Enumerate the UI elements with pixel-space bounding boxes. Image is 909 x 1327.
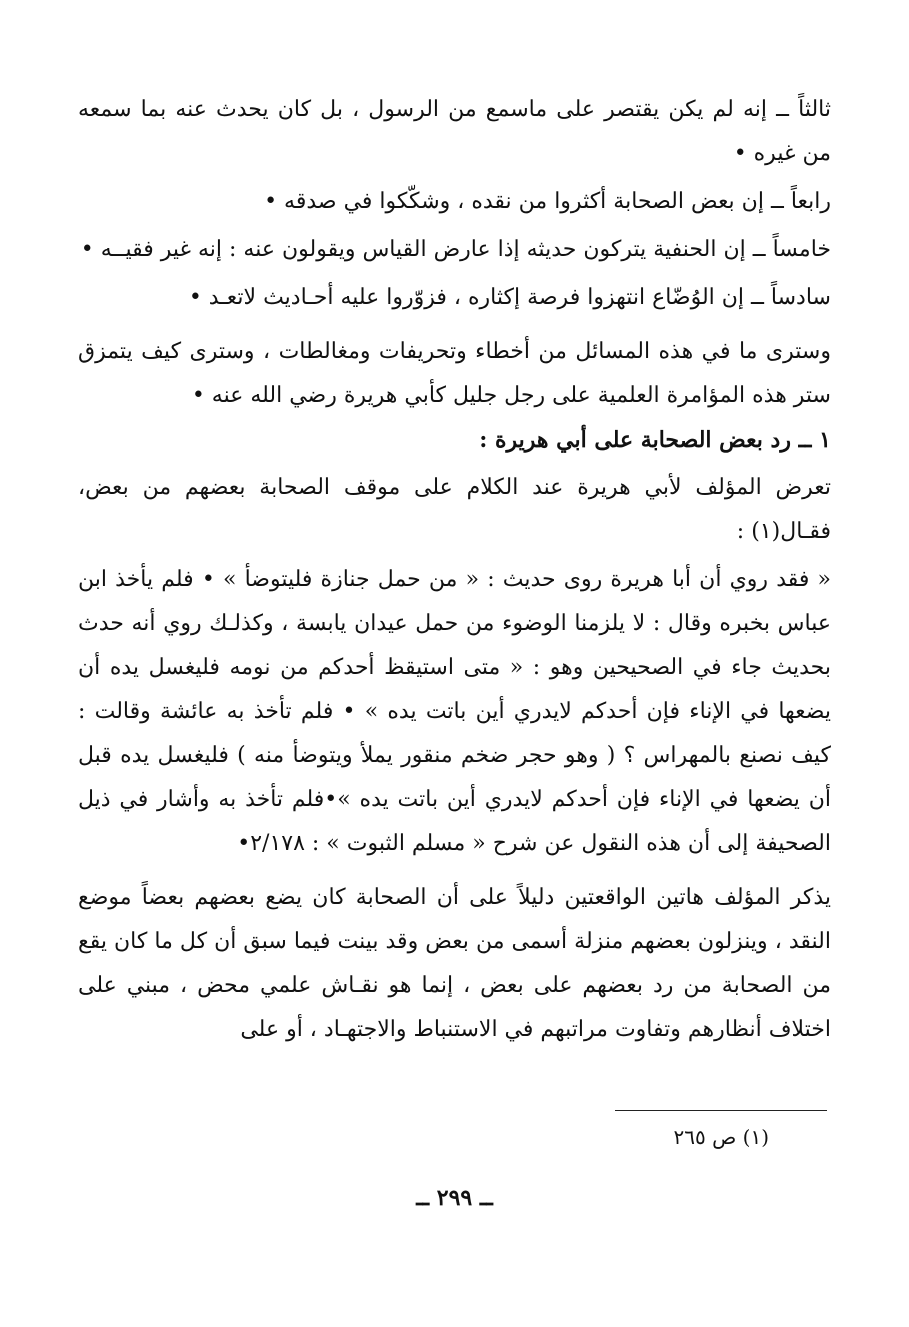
paragraph-response: يذكر المؤلف هاتين الواقعتين دليلاً على أن الصحابة كان يضع بعضهم بعضاً موضع النقد ، وينزلون بعضهم منزلة أسمى من بعض وقد بينت فيما سبق أن كل ما كان يقع من الصحابة من رد بعضهم على بعض ، إنما هو نقـاش علمي محض ، مبني على اختلاف أنظارهم وتفاوت مراتبهم في الاستنباط والاجتهـاد ، أو على: [78, 885, 831, 1042]
paragraph-summary: وسترى ما في هذه المسائل من أخطاء وتحريفات ومغالطات ، وسترى كيف يتمزق ستر هذه المؤامرة العلمية على رجل جليل كأبي هريرة رضي الله عنه •: [78, 339, 831, 408]
paragraph-point-5: خامساً ــ إن الحنفية يتركون حديثه إذا عارض القياس ويقولون عنه : إنه غير فقيــه •: [80, 237, 831, 262]
main-text: [78, 88, 831, 1052]
paragraph-quote: « فقد روي أن أبا هريرة روى حديث : « من حمل جنازة فليتوضأ » • فلم يأخذ ابن عباس بخبره وقال : لا يلزمنا الوضوء من حمل عيدان يابسة ، وكذلـك روي أنه حدث بحديث جاء في الصحيحين وهو : « متى استيقظ أحدكم من نومه فليغسل يده أن يضعها في الإناء فإن أحدكم لايدري أين باتت يده » • فلم تأخذ به عائشة وقالت : كيف نصنع بالمهراس ؟ ( وهو حجر ضخم منقور يملأ ويتوضأ منه ) فليغسل يده قبل أن يضعها في الإناء فإن أحدكم لايدري أين باتت يده »•فلم تأخذ به وأشار في ذيل الصحيفة إلى أن هذه النقول عن شرح « مسلم الثبوت » : ٢/١٧٨•: [78, 567, 831, 856]
footnote-divider: [615, 1110, 827, 1111]
paragraph-intro: تعرض المؤلف لأبي هريرة عند الكلام على موقف الصحابة بعضهم من بعض، فقـال(١) :: [78, 475, 831, 544]
paragraph-point-3: ثالثاً ــ إنه لم يكن يقتصر على ماسمع من الرسول ، بل كان يحدث عنه بما سمعه من غيره •: [78, 97, 831, 166]
footnote: (١) ص ٢٦٥: [673, 1125, 769, 1149]
page-number: ــ ٢٩٩ ــ: [416, 1185, 493, 1211]
section-heading: ١ ــ رد بعض الصحابة على أبي هريرة :: [479, 427, 831, 453]
paragraph-point-4: رابعاً ــ إن بعض الصحابة أكثروا من نقده ، وشكّكوا في صدقه •: [264, 189, 831, 214]
paragraph-point-6: سادساً ــ إن الوُضّاع انتهزوا فرصة إكثاره ، فزوّروا عليه أحـاديث لاتعـد •: [188, 285, 831, 310]
